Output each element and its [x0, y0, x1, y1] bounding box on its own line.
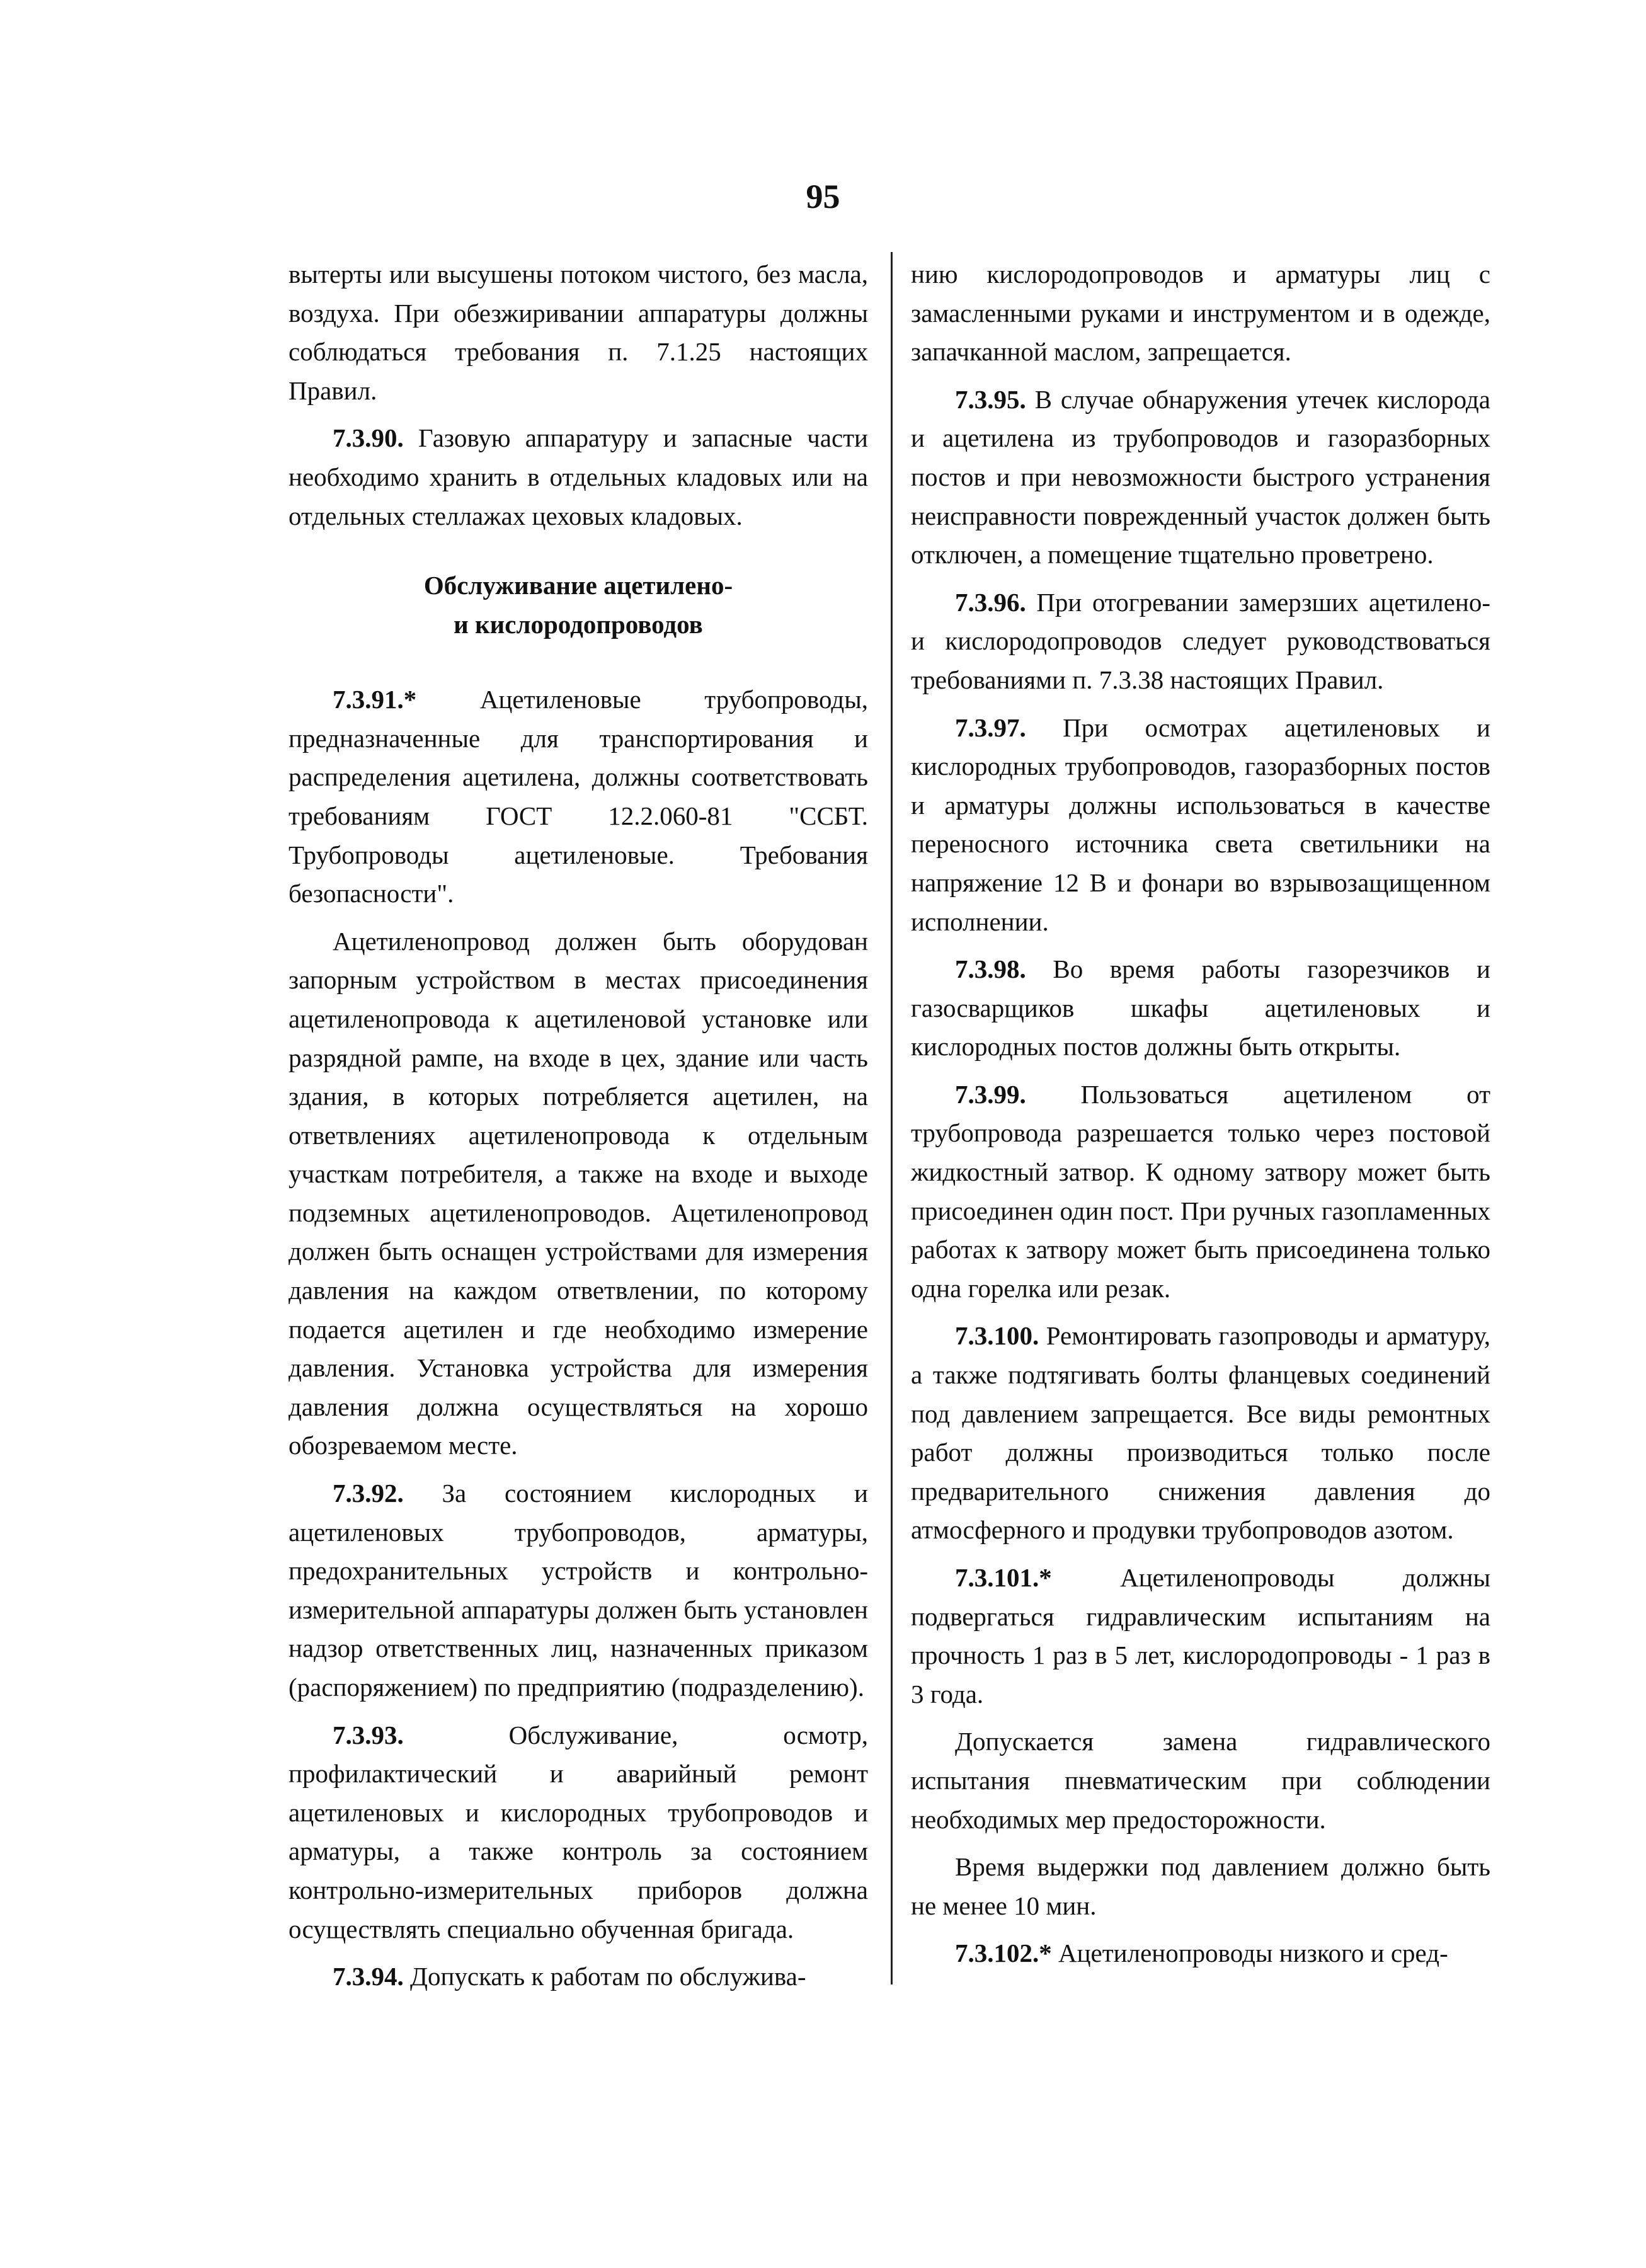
clause-text: Газовую аппаратуру и запасные части необходимо хранить в отдельных кладовых или на отдельных стеллажах цеховых кладовых. — [289, 423, 868, 530]
clause-text: Пользоваться ацетиленом от трубопровода разрешается только через постовой жидкостный затвор. К одному затвору может быть присоединен один пост. При ручных газопламенных работах к затвору может быть присоединена только одна горелка или резак. — [911, 1079, 1490, 1303]
clause-number: 7.3.101.* — [955, 1563, 1052, 1592]
section-heading-line-2: и кислородопроводов — [454, 610, 703, 639]
paragraph-continuation-left: вытерты или высушены потоком чистого, без масла, воздуха. При обезжиривании аппаратуры должны соблюдаться требования п. 7.1.25 настоящих Правил. — [289, 260, 868, 405]
paragraph-7-3-92 — [289, 1474, 868, 1707]
clause-text: Ацетиленопроводы низкого и сред- — [1051, 1939, 1448, 1968]
paragraph-acetylene-pipe: Ацетиленопровод должен быть оборудован запорным устройством в местах присоединения ацетиленопровода к ацетиленовой установке или разрядной рампе, на входе в цех, здание или часть здания, в которых потребляется ацетилен, на ответвлениях ацетиленопровода к отдельным участкам потребителя, а также на входе и выходе подземных ацетиленопроводов. Ацетиленопровод должен быть оснащен устройствами для измерения давления на каждом ответвлении, по которому подается ацетилен и где необходимо измерение давления. Установка устройства для измерения давления должна осуществляться на хорошо обозреваемом месте. — [289, 926, 868, 1460]
paragraph-7-3-90 — [289, 419, 868, 536]
paragraph-7-3-100 — [911, 1317, 1490, 1550]
paragraph-7-3-97 — [911, 709, 1490, 942]
clause-text: Ремонтировать газопроводы и арматуру, а также подтягивать болты фланцевых соединений под давлением запрещается. Все виды ремонтных работ должны производиться только после предварительного снижения давления до атмосферного и продувки трубопроводов азотом. — [911, 1321, 1490, 1545]
paragraph-7-3-98 — [911, 950, 1490, 1067]
paragraph-7-3-93 — [289, 1716, 868, 1949]
clause-number: 7.3.95. — [955, 384, 1026, 414]
clause-number: 7.3.93. — [333, 1720, 404, 1750]
column-divider — [891, 252, 893, 1984]
clause-text: За состоянием кислородных и ацетиленовых трубопроводов, арматуры, предохранительных устройств и контрольно-измерительной аппаратуры должен быть установлен надзор ответственных лиц, назначенных приказом (распоряжением) по предприятию (подразделению). — [289, 1479, 868, 1702]
clause-number: 7.3.100. — [955, 1321, 1039, 1351]
clause-text: Ацетиленопроводы должны подвергаться гидравлическим испытаниям на прочность 1 раз в 5 лет, кислородопроводы - 1 раз в 3 года. — [911, 1563, 1490, 1709]
clause-text: Допускать к работам по обслужива- — [403, 1962, 806, 1991]
left-column — [289, 255, 868, 2005]
clause-text: При осмотрах ацетиленовых и кислородных трубопроводов, газоразборных постов и арматуры должны использоваться в качестве переносного источника света светильники на напряжение 12 В и фонари во взрывозащищенном исполнении. — [911, 713, 1490, 936]
paragraph-7-3-91 — [289, 680, 868, 914]
paragraph-7-3-99 — [911, 1075, 1490, 1309]
clause-text: При отогревании замерзших ацетилено- и кислородопроводов следует руководствоваться требованиями п. 7.3.38 настоящих Правил. — [911, 587, 1490, 694]
clause-number: 7.3.102.* — [955, 1939, 1052, 1968]
section-heading-line-1: Обслуживание ацетилено- — [423, 571, 733, 600]
right-column — [911, 255, 1490, 1982]
paragraph-7-3-95 — [911, 381, 1490, 575]
paragraph-7-3-101 — [911, 1559, 1490, 1714]
clause-text: В случае обнаружения утечек кислорода и ацетилена из трубопроводов и газоразборных постов и при невозможности быстрого устранения неисправности поврежденный участок должен быть отключен, а помещение тщательно проветрено. — [911, 384, 1490, 570]
clause-text: Во время работы газорезчиков и газосварщиков шкафы ацетиленовых и кислородных постов должны быть открыты. — [911, 954, 1490, 1062]
paragraph-7-3-94 — [289, 1957, 868, 1996]
clause-text: Обслуживание, осмотр, профилактический и аварийный ремонт ацетиленовых и кислородных трубопроводов и арматуры, а также контроль за состоянием контрольно-измерительных приборов должна осуществлять специально обученная бригада. — [289, 1720, 868, 1944]
page-number: 95 — [806, 178, 840, 215]
section-heading — [289, 566, 868, 644]
clause-number: 7.3.91.* — [333, 685, 417, 714]
paragraph-continuation-right: нию кислородопроводов и арматуры лиц с замасленными руками и инструментом и в одежде, запачканной маслом, запрещается. — [911, 260, 1490, 367]
clause-number: 7.3.97. — [955, 713, 1026, 742]
clause-number: 7.3.99. — [955, 1079, 1026, 1109]
clause-number: 7.3.90. — [333, 423, 404, 453]
clause-number: 7.3.98. — [955, 954, 1026, 984]
paragraph-7-3-102 — [911, 1934, 1490, 1973]
paragraph-7-3-96 — [911, 583, 1490, 700]
clause-number: 7.3.94. — [333, 1962, 404, 1991]
paragraph-pneumatic-test: Допускается замена гидравлического испытания пневматическим при соблюдении необходимых мер предосторожности. — [911, 1727, 1490, 1834]
clause-number: 7.3.96. — [955, 587, 1026, 617]
clause-text: Ацетиленовые трубопроводы, предназначенные для транспортирования и распределения ацетилена, должны соответствовать требованиям ГОСТ 12.2.060-81 "ССБТ. Трубопроводы ацетиленовые. Требования безопасности". — [289, 685, 868, 908]
clause-number: 7.3.92. — [333, 1479, 404, 1508]
paragraph-hold-time: Время выдержки под давлением должно быть не менее 10 мин. — [911, 1852, 1490, 1920]
